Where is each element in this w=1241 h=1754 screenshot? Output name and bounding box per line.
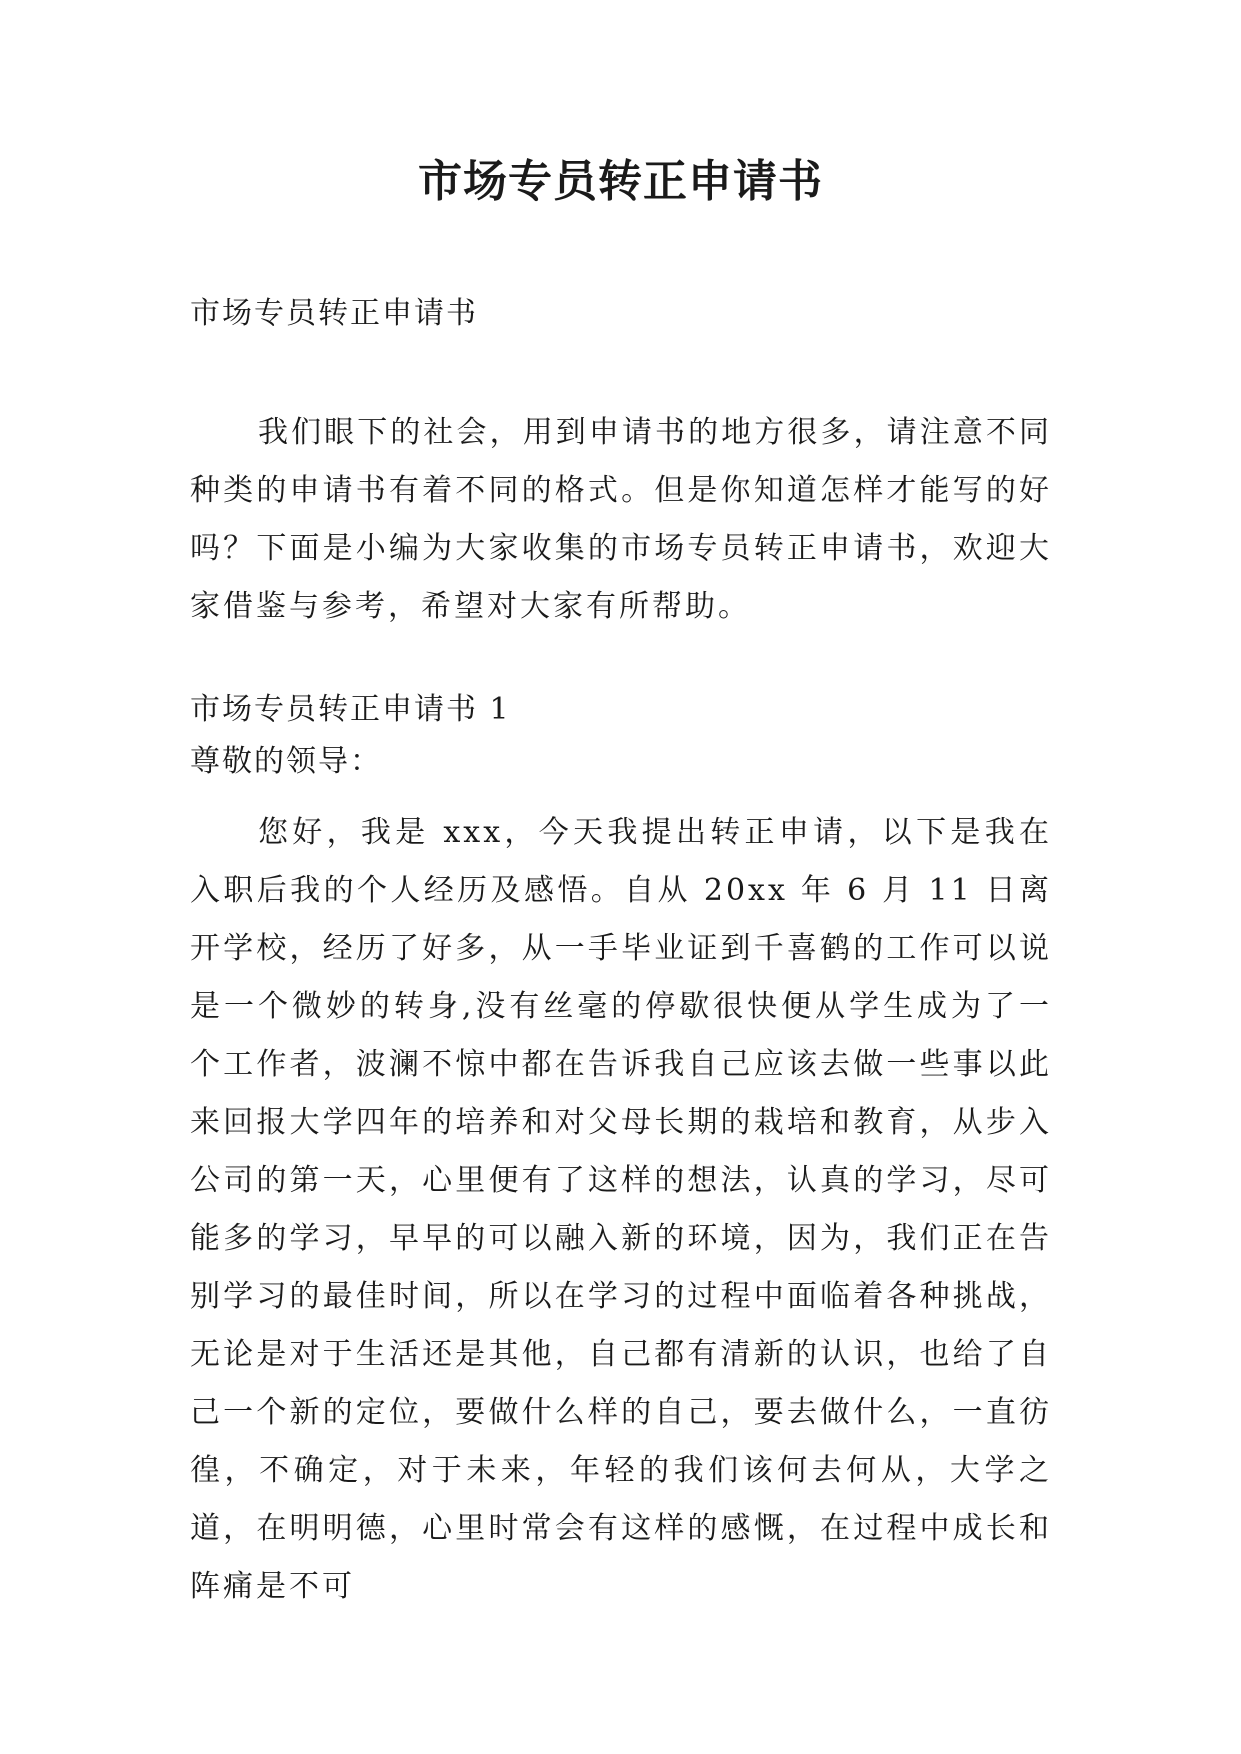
intro-paragraph: 我们眼下的社会，用到申请书的地方很多，请注意不同种类的申请书有着不同的格式。但是你知道怎样才能写的好吗？下面是小编为大家收集的市场专员转正申请书，欢迎大家借鉴与参考，希望对大家有所帮助。 xyxy=(190,415,1052,624)
document-subtitle: 市场专员转正申请书 xyxy=(190,296,478,331)
document-title: 市场专员转正申请书 xyxy=(418,156,823,207)
body-paragraph: 您好，我是 xxx，今天我提出转正申请，以下是我在入职后我的个人经历及感悟。自从 20xx 年 6 月 11 日离开学校，经历了好多，从一手毕业证到千喜鹤的工作可以说是一个微妙的转身,没有丝毫的停歇很快便从学生成为了一个工作者，波澜不惊中都在告诉我自己应该去做一些事以此来回报大学四年的培养和对父母长期的栽培和教育，从步入公司的第一天，心里便有了这样的想法，认真的学习，尽可能多的学习，早早的可以融入新的环境，因为，我们正在告别学习的最佳时间，所以在学习的过程中面临着各种挑战，无论是对于生活还是其他，自己都有清新的认识，也给了自己一个新的定位，要做什么样的自己，要去做什么，一直彷徨，不确定，对于未来，年轻的我们该何去何从，大学之道，在明明德，心里时常会有这样的感慨，在过程中成长和阵痛是不可 xyxy=(190,815,1052,1604)
section-heading: 市场专员转正申请书 1 xyxy=(190,692,511,727)
salutation: 尊敬的领导： xyxy=(190,744,382,779)
